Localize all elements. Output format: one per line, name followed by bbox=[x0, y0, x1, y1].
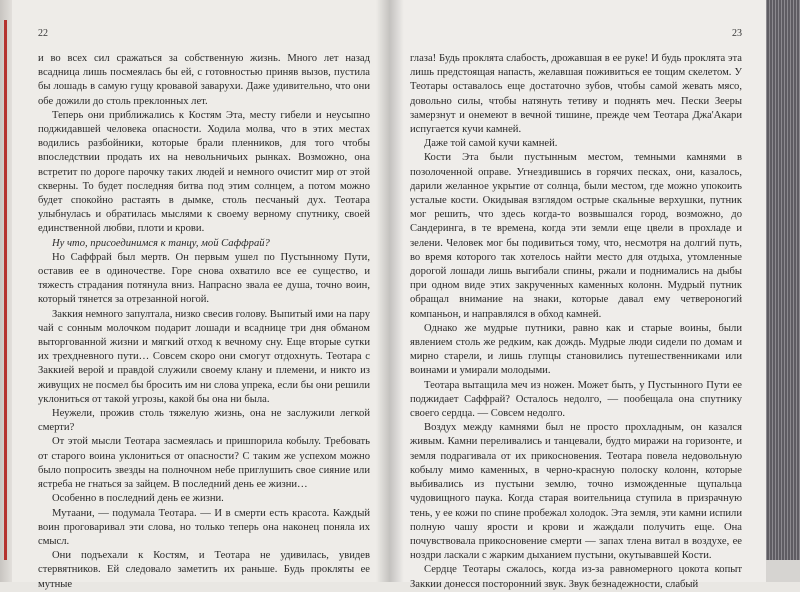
right-page-text bbox=[410, 52, 742, 592]
book-gutter-shadow bbox=[376, 0, 404, 582]
paragraph: Теотара вытащила меч из ножен. Может быть, у Пустынного Пути ее поджидает Саффрай? Осталось недолго, — пообещала она спутнику своего сердца. — Совсем недолго. bbox=[410, 379, 742, 420]
paragraph: Кости Эта были пустынным местом, темными камнями в позолоченной оправе. Угнездившись в горячих песках, они, казалось, дарили желанное укрытие от солнца, были местом, где можно упокоить усталые кости. Окидывая взглядом острые скальные верхушки, путник мог решить, что здесь когда-то возвышался город, возможно, до Сандеринга, в те времена, когда эти земли еще цвели в прохладе и зелени. Человек мог бы подивиться тому, что, несмотря на долгий путь, во время которого так хотелось найти место для отдыха, утомленные дорогой лошади лишь выгибали спины, ржали и поднимались на дыбы при одном виде этих закрученных каменных колонн. Мудрый путник обращал внимание на знаки, которые давал ему четвероногий компаньон, и направлялся в обход камней. bbox=[410, 152, 742, 320]
paragraph: Однако же мудрые путники, равно как и старые воины, были явлением столь же редким, как дождь. Мудрые люди сидели по домам и мирно старели, и лишь глупцы становились путешественниками или воинами и умирали молодыми. bbox=[410, 322, 742, 377]
book-page-edges bbox=[766, 0, 800, 582]
paragraph-italic: Ну что, присоединимся к танцу, мой Саффрай? bbox=[52, 237, 270, 249]
paragraph: Сердце Теотары сжалось, когда из-за равномерного цокота копыт Заккии донесся посторонний звук. Звук безнадежности, слабый bbox=[410, 564, 742, 590]
background-corner bbox=[766, 560, 800, 582]
left-page-text bbox=[38, 52, 370, 592]
paragraph: Особенно в последний день ее жизни. bbox=[52, 493, 224, 505]
paragraph: Мутаани, — подумала Теотара. — И в смерти есть красота. Каждый воин проговаривал эти слова, но только теперь она наконец поняла их смысл. bbox=[38, 507, 370, 547]
paragraph: Неужели, прожив столь тяжелую жизнь, она не заслужили легкой смерти? bbox=[38, 408, 370, 434]
paragraph: От этой мысли Теотара засмеялась и пришпорила кобылу. Требовать от старого воина уклониться от опасности? С таким же успехом можно было попросить звезды на полночном небе приглушить свое сияние или ястреба не гнаться за зайцем. В последний день ее жизни… bbox=[38, 436, 370, 491]
paragraph: Но Саффрай был мертв. Он первым ушел по Пустынному Пути, оставив ее в одиночестве. Горе снова охватило все ее существо, и тяжесть страдания потянула вниз. Напрасно звала ее душа, точно воин, который тянется за отрезанной ногой. bbox=[38, 251, 370, 306]
page-number-right: 23 bbox=[732, 28, 742, 39]
paragraph: Даже той самой кучи камней. bbox=[424, 138, 558, 150]
paragraph: и во всех сил сражаться за собственную жизнь. Много лет назад всадница лишь посмеялась бы ей, с готовностью приняв вызов, пустила бы лошадь в самую гущу кровавой заварухи. Даже удивительно, что они обе дожили до столь преклонных лет. bbox=[38, 53, 370, 107]
red-bookmark-edge bbox=[4, 20, 7, 560]
paragraph: глаза! Будь проклята слабость, дрожавшая в ее руке! И будь проклята эта лишь предстоящая напасть, желавшая поживиться ее тощим скелетом. У Теотары оставалось еще достаточно зубов, чтобы самой жевать мясо, довольно силы, чтобы натянуть тетиву и поднять меч. Пески Зееры замерзнут и онемеют в вечной тишине, прежде чем Теотара Джа'Акари испугается кучи камней. bbox=[410, 53, 742, 136]
left-page bbox=[12, 0, 390, 590]
page-number-left: 22 bbox=[38, 28, 48, 39]
paragraph: Воздух между камнями был не просто прохладным, он казался живым. Камни переливались и танцевали, будто миражи на горизонте, и земля подрагивала от их прикосновения. Теотара повела недовольную кобылу мимо каменных, в черно-красную полоску колонн, которые выбивались из пустыни землю, точно изможденные щупальца чудовищного паука. Когда старая воительница ступила в призрачную тень, у ее кожи по спине пробежал холодок. Эта земля, эти камни испили полную чашу ярости и крови и жаждали получить еще. Она почувствовала прикосновение смерти — запах тлена витал в воздухе, ее ноздри ласкали с жарким дыханием пустыни, окутывавшей Кости. bbox=[410, 422, 742, 562]
paragraph: Теперь они приближались к Костям Эта, месту гибели и неусыпно поджидавшей человека опасности. Ходила молва, что в этих местах водились разбойники, которые брали пленников, для того чтобы впоследствии продать их на невольничьих рынках. Возможно, она встретит по дороге парочку таких людей и немного очистит мир от этой скверны. То будет последняя битва под этим солнцем, а потом можно будет спокойно растаять в дымке, столь песчаный дух. Теотара улыбнулась и обратилась мыслями к своему верному спутнику, своей единственной любви, плоти и крови. bbox=[38, 109, 370, 235]
paragraph: Они подъехали к Костям, и Теотара не удивилась, увидев стервятников. Ей следовало заметить их раньше. Будь прокляты ее мутные bbox=[38, 550, 370, 590]
right-page bbox=[390, 0, 766, 590]
paragraph: Заккия немного запултала, низко свесив голову. Выпитый ими на пару чай с сонным молочком подарит лошади и всаднице три дня обманом выторгованной жизни и мягкий отход к вечному сну. Еще вторые сутки их трехдневного пути… Совсем скоро они смогут отдохнуть. Теотара с Заккией верой и правдой служили своему клану и племени, и никто из живущих не посмел бы бросить им ни слова упрека, если бы они решили уклониться от такой угрозы, какой бы она ни была. bbox=[38, 308, 370, 405]
